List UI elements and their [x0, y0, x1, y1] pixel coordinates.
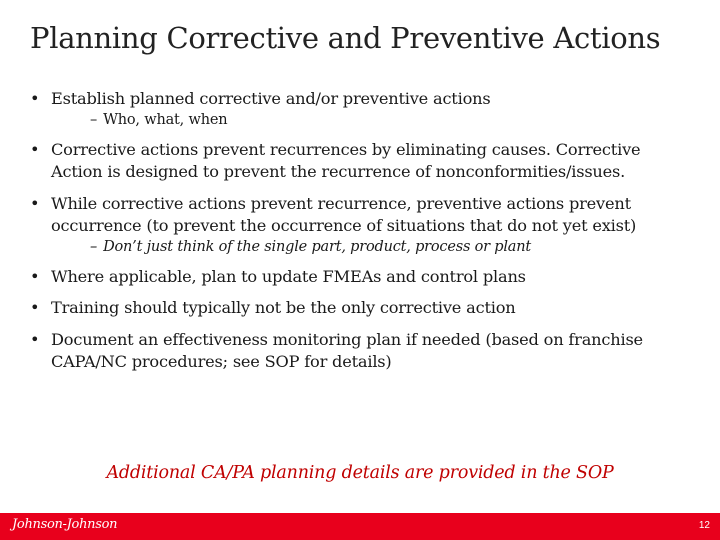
sop-callout: Additional CA/PA planning details are provided in the SOP: [106, 463, 614, 483]
page-number: 12: [698, 520, 710, 531]
sub-bullet-text: Don’t just think of the single part, product, process or plant: [103, 238, 532, 255]
company-logo: Johnson-Johnson: [12, 517, 118, 532]
bullet-item: • While corrective actions prevent recurrence, preventive actions prevent occurrence (to prevent the occurrence of situations that do not yet exist): [30, 193, 695, 238]
bullet-item: • Establish planned corrective and/or preventive actions: [30, 88, 695, 111]
dash-marker: –: [90, 238, 98, 255]
bullet-list: [30, 88, 695, 374]
bullet-item: • Where applicable, plan to update FMEAs and control plans: [30, 266, 695, 289]
slide-title: Planning Corrective and Preventive Actions: [30, 21, 661, 55]
footer-bar: [0, 513, 720, 540]
bullet-item: • Corrective actions prevent recurrences by eliminating causes. Corrective Action is designed to prevent the recurrence of nonconformities/issues.: [30, 139, 695, 184]
sub-bullet-item: [30, 238, 695, 257]
bullet-item: • Document an effectiveness monitoring plan if needed (based on franchise CAPA/NC procedures; see SOP for details): [30, 329, 695, 374]
bullet-item: • Training should typically not be the only corrective action: [30, 297, 695, 320]
sub-bullet-item: [30, 111, 695, 130]
sub-bullet-text: Who, what, when: [103, 111, 228, 128]
dash-marker: –: [90, 111, 98, 128]
